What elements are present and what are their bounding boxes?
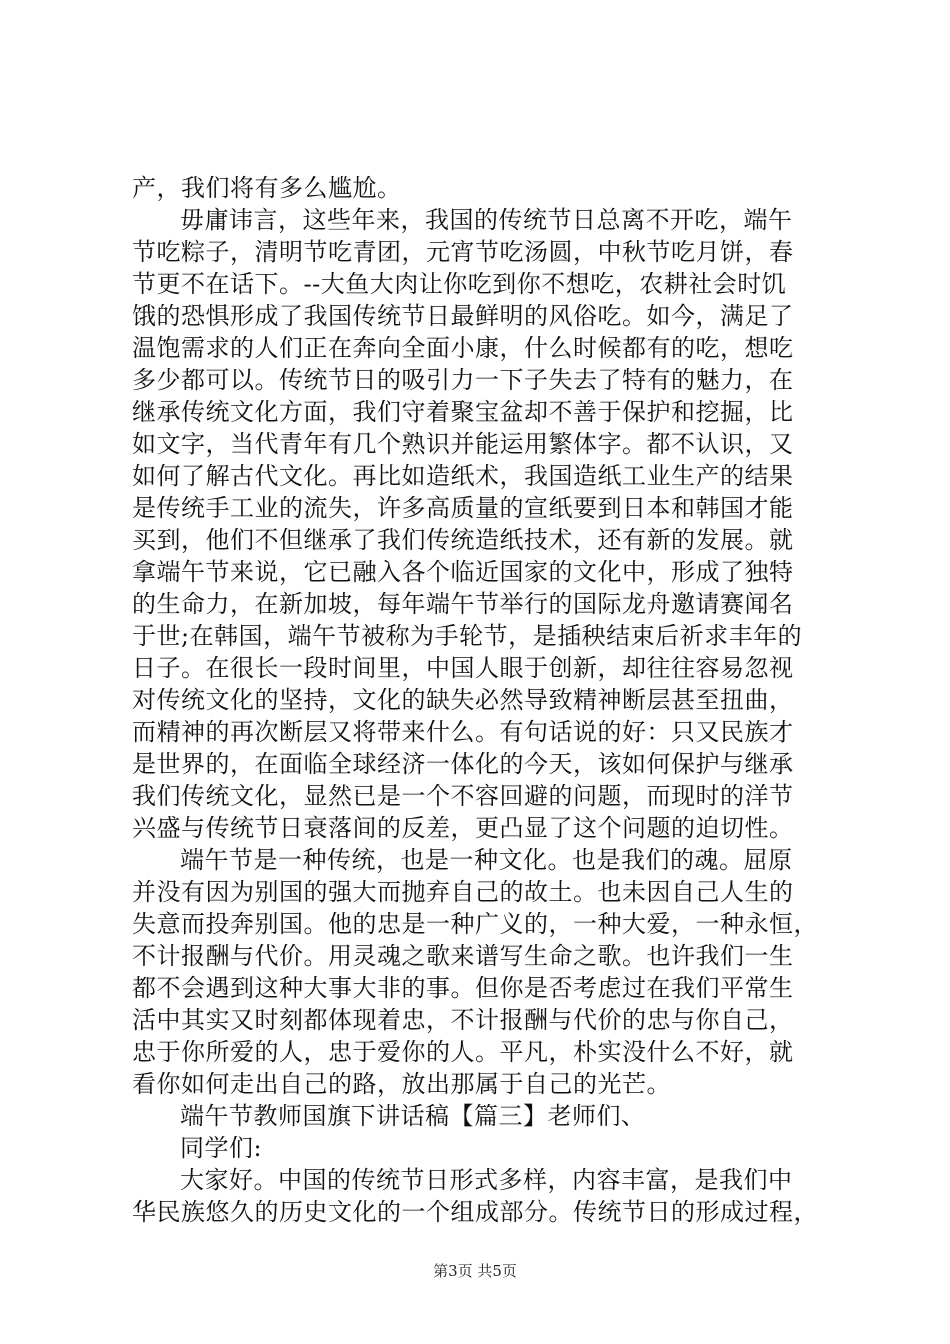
text-line: 对传统文化的坚持，文化的缺失必然导致精神断层甚至扭曲，	[132, 686, 794, 714]
text-line: 同学们:	[180, 1134, 263, 1162]
text-line: 是世界的，在面临全球经济一体化的今天，该如何保护与继承	[132, 750, 794, 778]
text-line: 日子。在很长一段时间里，中国人眼于创新，却往往容易忽视	[132, 654, 794, 682]
text-line: 毋庸讳言，这些年来，我国的传统节日总离不开吃，端午	[180, 206, 793, 234]
text-line: 忠于你所爱的人，忠于爱你的人。平凡，朴实没什么不好，就	[132, 1038, 794, 1066]
text-line: 失意而投奔别国。他的忠是一种广义的，一种大爱，一种永恒，	[132, 910, 818, 938]
text-line: 是传统手工业的流失，许多高质量的宣纸要到日本和韩国才能	[132, 494, 794, 522]
text-line: 节更不在话下。--大鱼大肉让你吃到你不想吃，农耕社会时饥	[132, 270, 787, 298]
text-line: 饿的恐惧形成了我国传统节日最鲜明的风俗吃。如今，满足了	[132, 302, 794, 330]
text-line: 端午节教师国旗下讲话稿【篇三】老师们、	[180, 1102, 646, 1130]
text-line: 产，我们将有多么尴尬。	[132, 174, 402, 202]
text-line: 都不会遇到这种大事大非的事。但你是否考虑过在我们平常生	[132, 974, 794, 1002]
text-line: 如文字，当代青年有几个熟识并能运用繁体字。都不认识，又	[132, 430, 794, 458]
text-line: 买到，他们不但继承了我们传统造纸技术，还有新的发展。就	[132, 526, 794, 554]
text-line: 我们传统文化，显然已是一个不容回避的问题，而现时的洋节	[132, 782, 794, 810]
text-line: 看你如何走出自己的路，放出那属于自己的光芒。	[132, 1070, 671, 1098]
text-line: 兴盛与传统节日衰落间的反差，更凸显了这个问题的迫切性。	[132, 814, 794, 842]
text-line: 的生命力，在新加坡，每年端午节举行的国际龙舟邀请赛闻名	[132, 590, 794, 618]
text-line: 华民族悠久的历史文化的一个组成部分。传统节日的形成过程，	[132, 1198, 818, 1226]
text-line: 不计报酬与代价。用灵魂之歌来谱写生命之歌。也许我们一生	[132, 942, 794, 970]
text-line: 而精神的再次断层又将带来什么。有句话说的好：只又民族才	[132, 718, 794, 746]
text-line: 大家好。中国的传统节日形式多样，内容丰富，是我们中	[180, 1166, 793, 1194]
text-line: 于世;在韩国，端午节被称为手轮节，是插秧结束后祈求丰年的	[132, 622, 803, 650]
text-line: 拿端午节来说，它已融入各个临近国家的文化中，形成了独特	[132, 558, 794, 586]
text-line: 并没有因为别国的强大而抛弃自己的故土。也未因自己人生的	[132, 878, 794, 906]
text-line: 节吃粽子，清明节吃青团，元宵节吃汤圆，中秋节吃月饼，春	[132, 238, 794, 266]
text-line: 端午节是一种传统，也是一种文化。也是我们的魂。屈原	[180, 846, 793, 874]
text-line: 多少都可以。传统节日的吸引力一下子失去了特有的魅力，在	[132, 366, 794, 394]
text-line: 如何了解古代文化。再比如造纸术，我国造纸工业生产的结果	[132, 462, 794, 490]
text-line: 继承传统文化方面，我们守着聚宝盆却不善于保护和挖掘，比	[132, 398, 794, 426]
text-line: 温饱需求的人们正在奔向全面小康，什么时候都有的吃，想吃	[132, 334, 794, 362]
text-line: 活中其实又时刻都体现着忠，不计报酬与代价的忠与你自己，	[132, 1006, 794, 1034]
body-text	[132, 172, 832, 1228]
page-footer: 第3页 共5页	[433, 1262, 517, 1280]
